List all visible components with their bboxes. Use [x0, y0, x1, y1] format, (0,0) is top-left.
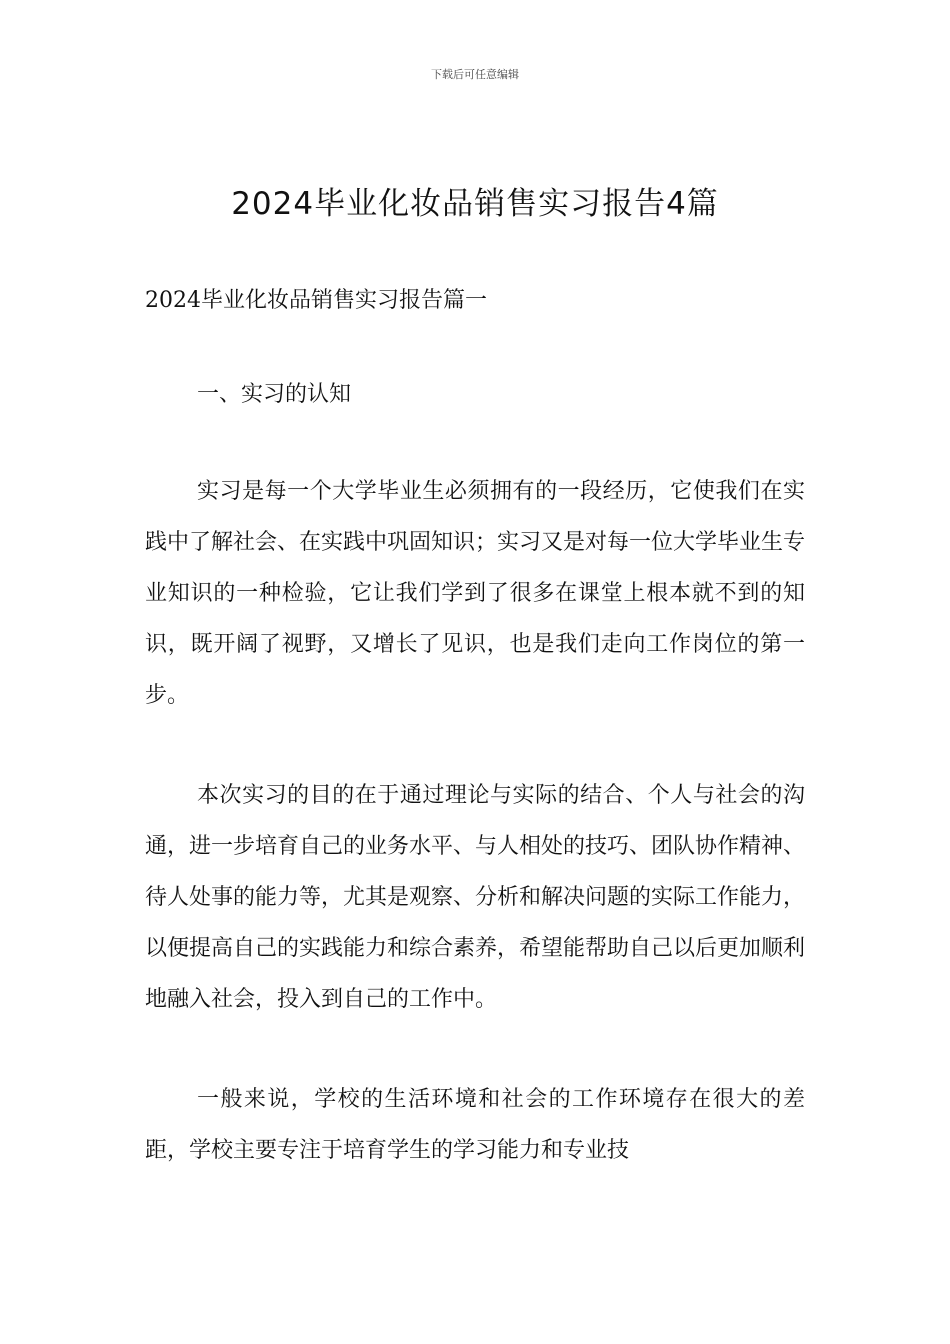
- document-body: [145, 282, 805, 1176]
- paragraph-2: 本次实习的目的在于通过理论与实际的结合、个人与社会的沟通，进一步培育自己的业务水平、与人相处的技巧、团队协作精神、待人处事的能力等，尤其是观察、分析和解决问题的实际工作能力，以便提高自己的实践能力和综合素养，希望能帮助自己以后更加顺利地融入社会，投入到自己的工作中。: [145, 783, 806, 1012]
- paragraph-3: 一般来说，学校的生活环境和社会的工作环境存在很大的差距，学校主要专注于培育学生的学习能力和专业技: [145, 1087, 805, 1163]
- paragraph-1: 实习是每一个大学毕业生必须拥有的一段经历，它使我们在实践中了解社会、在实践中巩固知识；实习又是对每一位大学毕业生专业知识的一种检验，它让我们学到了很多在课堂上根本就不到的知识，既开阔了视野，又增长了见识，也是我们走向工作岗位的第一步。: [145, 479, 806, 708]
- section-heading: 一、实习的认知: [197, 382, 352, 407]
- report-subtitle: 2024毕业化妆品销售实习报告篇一: [145, 288, 487, 313]
- header-note: 下载后可任意编辑: [431, 68, 519, 81]
- document-title: 2024毕业化妆品销售实习报告4篇: [231, 186, 719, 222]
